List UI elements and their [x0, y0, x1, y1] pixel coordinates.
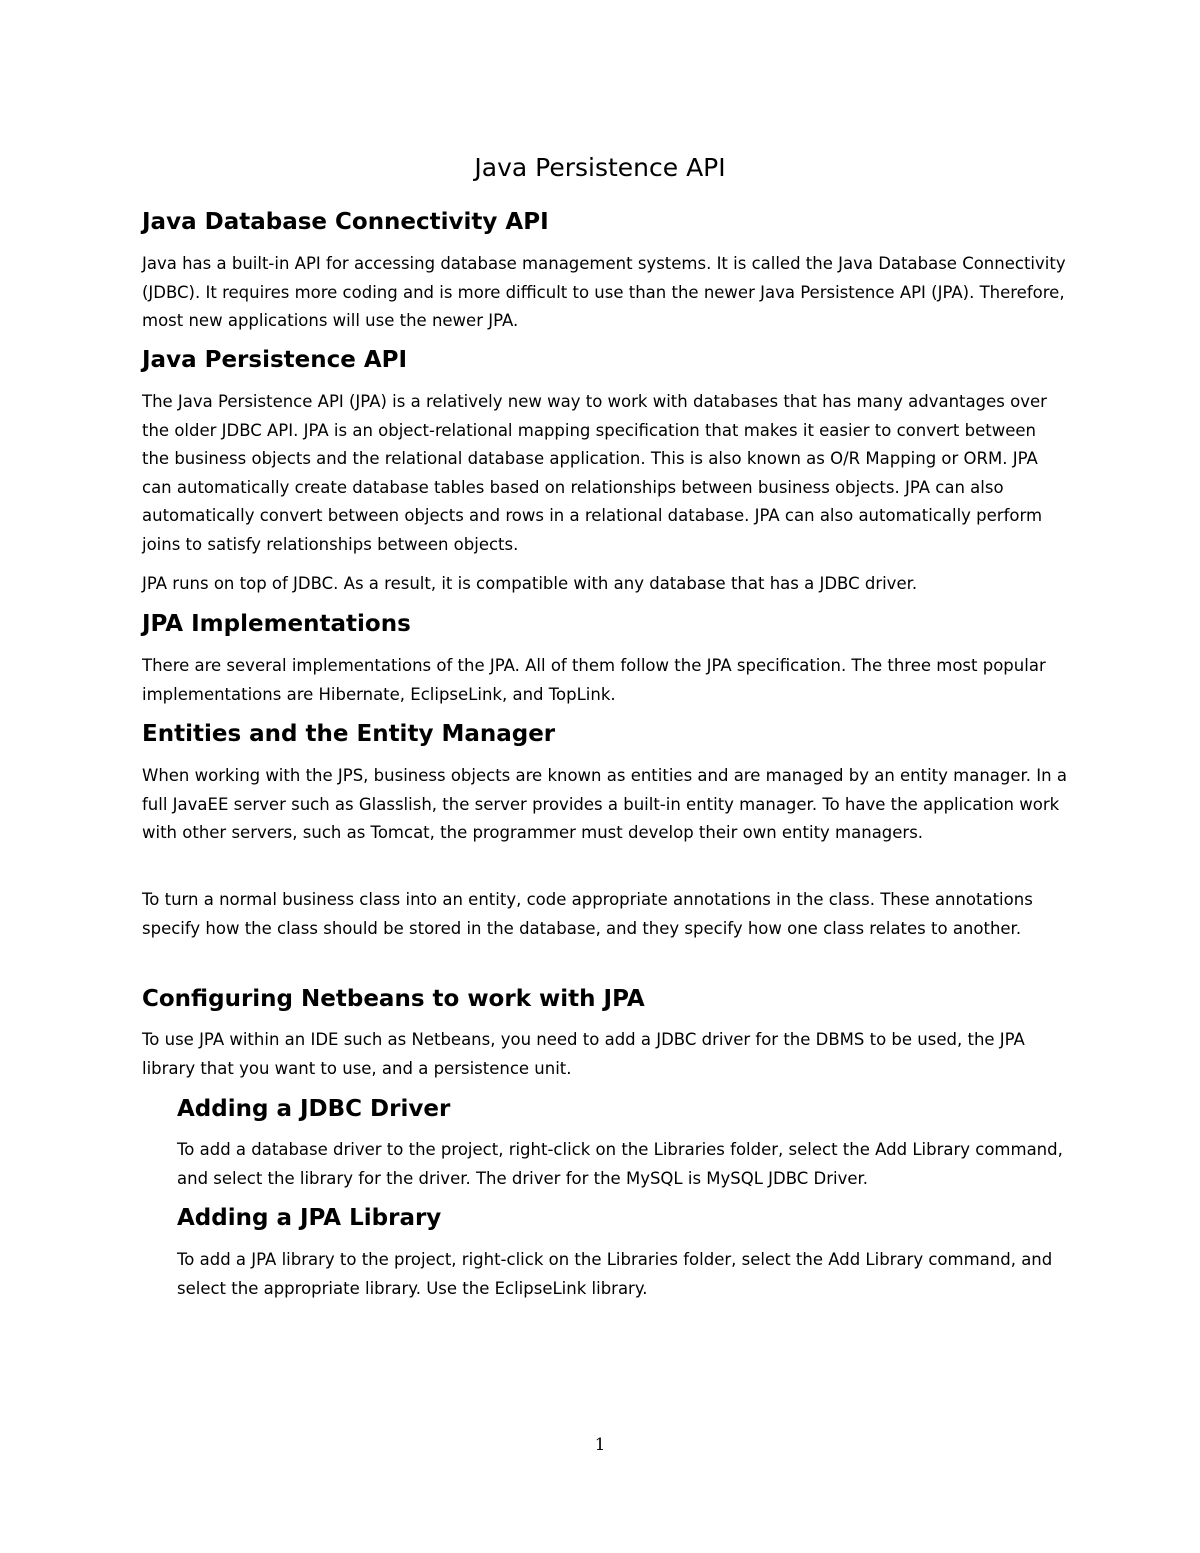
paragraph-add-jpa-library: To add a JPA library to the project, right-click on the Libraries folder, select the Add Library command, and select the appropriate library. Use the EclipseLink library.: [177, 1250, 1053, 1298]
heading-add-jdbc-driver: Adding a JDBC Driver: [177, 1096, 451, 1122]
paragraph-add-jdbc-driver: To add a database driver to the project, right-click on the Libraries folder, select the Add Library command, and select the library for the driver. The driver for the MySQL is MySQL JDBC Driver.: [177, 1140, 1063, 1188]
heading-add-jpa-library: Adding a JPA Library: [177, 1205, 442, 1231]
paragraph-jpa-implementations: There are several implementations of the JPA. All of them follow the JPA specification. The three most popular implementations are Hibernate, EclipseLink, and TopLink.: [142, 656, 1046, 704]
paragraph-jpa-jdbc: JPA runs on top of JDBC. As a result, it is compatible with any database that has a JDBC driver.: [142, 574, 918, 593]
page-number: 1: [594, 1435, 606, 1455]
paragraph-entities-annotations: To turn a normal business class into an entity, code appropriate annotations in the class. These annotations specify how the class should be stored in the database, and they specify how one class relates to another.: [142, 890, 1033, 938]
paragraph-jpa-intro: The Java Persistence API (JPA) is a relatively new way to work with databases that has many advantages over the older JDBC API. JPA is an object-relational mapping specification that makes it easier to convert between the business objects and the relational database application. This is also known as O/R Mapping or ORM. JPA can automatically create database tables based on relationships between business objects. JPA can also automatically convert between objects and rows in a relational database. JPA can also automatically perform joins to satisfy relationships between objects.: [142, 392, 1047, 554]
heading-jdbc-api: Java Database Connectivity API: [142, 209, 549, 235]
heading-entities: Entities and the Entity Manager: [142, 721, 556, 747]
paragraph-netbeans-config: To use JPA within an IDE such as Netbeans, you need to add a JDBC driver for the DBMS to be used, the JPA library that you want to use, and a persistence unit.: [142, 1030, 1025, 1078]
heading-netbeans-config: Configuring Netbeans to work with JPA: [142, 986, 645, 1012]
paragraph-entities-manager: When working with the JPS, business objects are known as entities and are managed by an entity manager. In a full JavaEE server such as Glasslish, the server provides a built-in entity manager. To have the application work with other servers, such as Tomcat, the programmer must develop their own entity managers.: [142, 766, 1067, 843]
page-title: Java Persistence API: [474, 153, 726, 182]
heading-jpa-implementations: JPA Implementations: [142, 611, 411, 637]
heading-jpa: Java Persistence API: [142, 347, 408, 373]
paragraph-jdbc-intro: Java has a built-in API for accessing database management systems. It is called the Java Database Connectivity (JDBC). It requires more coding and is more difficult to use than the newer Java Persistence API (JPA). Therefore, most new applications will use the newer JPA.: [142, 254, 1066, 331]
